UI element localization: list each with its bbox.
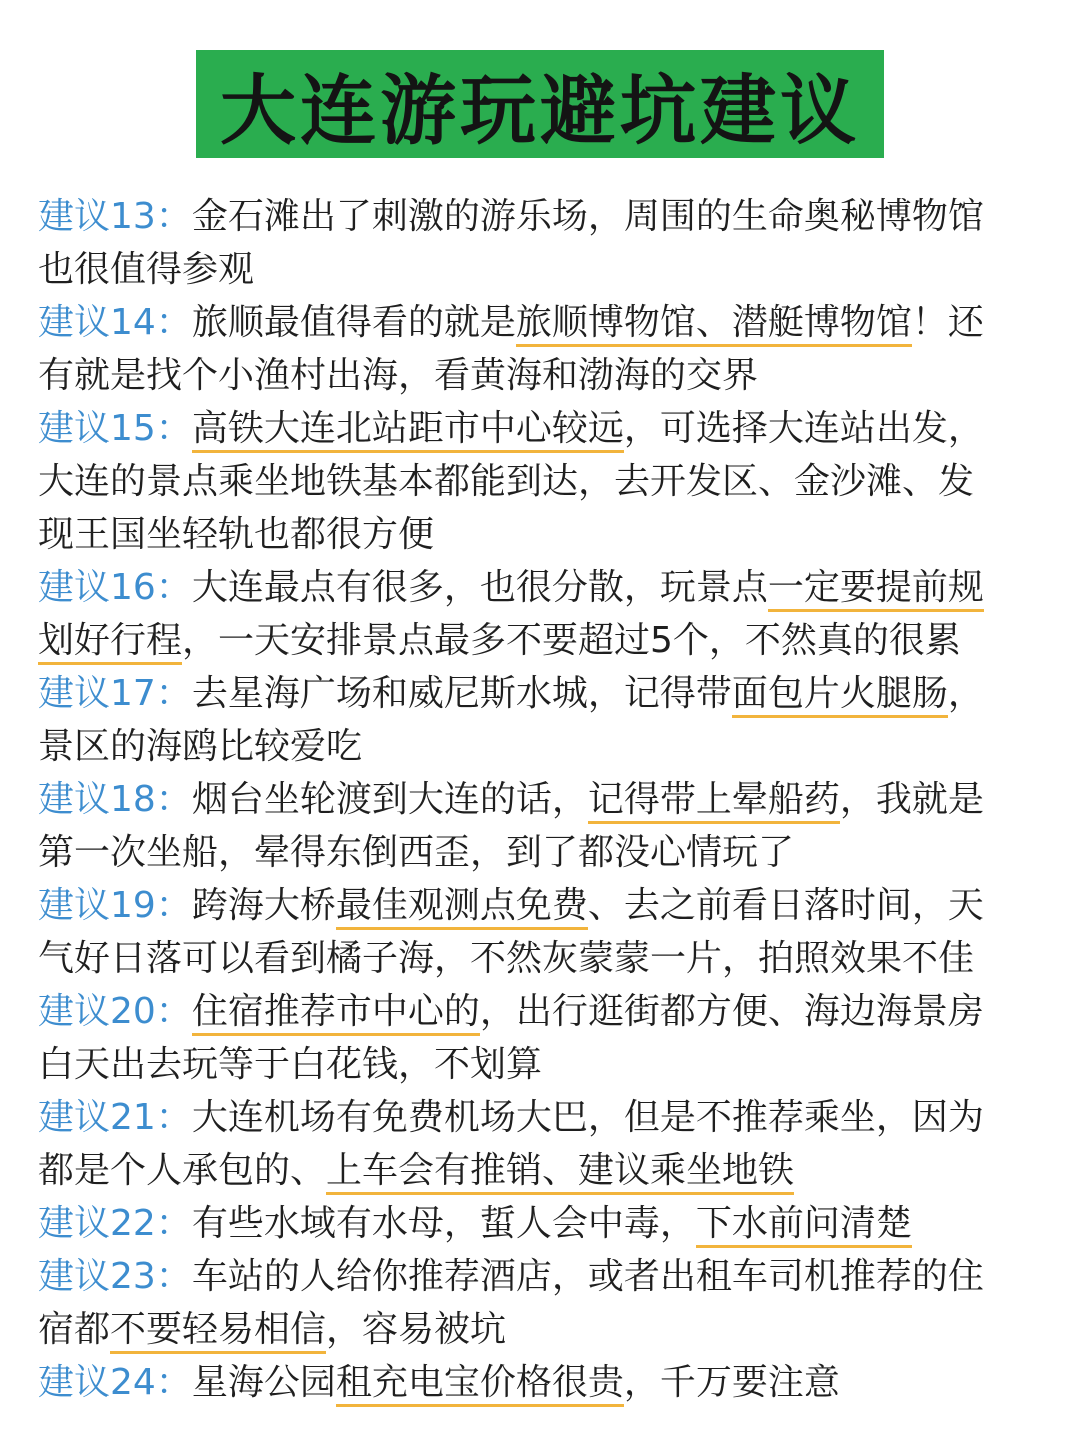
tip-line (38, 455, 1048, 508)
tip-text: 跨海大桥 (191, 885, 336, 926)
tip-item (38, 773, 1048, 879)
tip-text: ，容易被坑 (326, 1309, 507, 1350)
tip-label: 建议14： (38, 302, 192, 343)
tip-text: 烟台坐轮渡到大连的话， (191, 779, 588, 820)
tip-text: 大连的景点乘坐地铁基本都能到达，去开发区、金沙滩、发 (38, 461, 975, 502)
tip-label: 建议13： (38, 196, 192, 237)
tip-text: 第一次坐船，晕得东倒西歪，到了都没心情玩了 (38, 832, 795, 873)
highlighted-text: 划好行程 (38, 620, 182, 665)
highlighted-text: 租充电宝价格很贵 (336, 1362, 624, 1407)
tip-line (38, 1356, 1048, 1409)
tip-item (38, 667, 1048, 773)
tip-line (38, 402, 1048, 455)
tip-line (38, 243, 1048, 296)
tip-text: 大连最点有很多，也很分散，玩景点 (191, 567, 768, 608)
tip-text: 、去之前看日落时间，天 (587, 885, 984, 926)
highlighted-text: 下水前问清楚 (696, 1203, 912, 1248)
tip-label: 建议15： (38, 408, 192, 449)
tip-item (38, 561, 1048, 667)
tip-text: 也很值得参观 (38, 249, 255, 290)
tip-text: 宿都 (38, 1309, 111, 1350)
tip-line (38, 296, 1048, 349)
tip-line (38, 1250, 1048, 1303)
tip-line (38, 349, 1048, 402)
tip-item (38, 1197, 1048, 1250)
tip-line (38, 1303, 1048, 1356)
highlighted-text: 住宿推荐市中心的 (192, 991, 480, 1036)
tip-line (38, 667, 1048, 720)
tip-label: 建议21： (38, 1097, 192, 1138)
highlighted-text: 最佳观测点免费 (336, 885, 588, 930)
tip-line (38, 1144, 1048, 1197)
highlighted-text: 高铁大连北站距市中心较远 (192, 408, 624, 453)
tip-label: 建议16： (38, 567, 192, 608)
tip-text: 金石滩出了刺激的游乐场，周围的生命奥秘博物馆 (191, 196, 984, 237)
tip-line (38, 932, 1048, 985)
tip-line (38, 879, 1048, 932)
tip-item (38, 1356, 1048, 1409)
tip-text: ，可选择大连站出发， (623, 408, 984, 449)
tip-line (38, 190, 1048, 243)
tip-text: 现王国坐轻轨也都很方便 (38, 514, 435, 555)
tip-label: 建议23： (38, 1256, 192, 1297)
tip-line (38, 1038, 1048, 1091)
highlighted-text: 一定要提前规 (768, 567, 984, 612)
tip-text: 都是个人承包的、 (38, 1150, 327, 1191)
tip-text: 星海公园 (191, 1362, 336, 1403)
tip-text: 白天出去玩等于白花钱，不划算 (38, 1044, 543, 1085)
tips-list (38, 190, 1048, 1409)
tip-item (38, 190, 1048, 296)
highlighted-text: 记得带上晕船药 (588, 779, 840, 824)
highlighted-text: 旅顺博物馆、潜艇博物馆 (516, 302, 912, 347)
tip-text: ！还 (911, 302, 984, 343)
tip-item (38, 1091, 1048, 1197)
tip-line (38, 826, 1048, 879)
tip-line (38, 985, 1048, 1038)
tip-text: 有些水域有水母，蜇人会中毒， (191, 1203, 696, 1244)
tip-line (38, 614, 1048, 667)
tip-line (38, 720, 1048, 773)
tip-text: 气好日落可以看到橘子海，不然灰蒙蒙一片，拍照效果不佳 (38, 938, 975, 979)
page-title: 大连游玩避坑建议 (220, 65, 860, 155)
tip-label: 建议20： (38, 991, 192, 1032)
tip-line (38, 561, 1048, 614)
tip-text: 景区的海鸥比较爱吃 (38, 726, 363, 767)
tip-label: 建议18： (38, 779, 192, 820)
highlighted-text: 面包片火腿肠 (732, 673, 948, 718)
tip-text: ，千万要注意 (623, 1362, 840, 1403)
tip-text: 去星海广场和威尼斯水城，记得带 (191, 673, 732, 714)
tip-text: ，出行逛街都方便、海边海景房 (479, 991, 984, 1032)
tip-line (38, 508, 1048, 561)
tip-text: 大连机场有免费机场大巴，但是不推荐乘坐，因为 (191, 1097, 984, 1138)
highlighted-text: 上车会有推销、建议乘坐地铁 (326, 1150, 794, 1195)
tip-item (38, 879, 1048, 985)
tip-line (38, 773, 1048, 826)
tip-label: 建议19： (38, 885, 192, 926)
tip-label: 建议22： (38, 1203, 192, 1244)
tip-line (38, 1197, 1048, 1250)
tip-item (38, 985, 1048, 1091)
tip-text: 有就是找个小渔村出海，看黄海和渤海的交界 (38, 355, 759, 396)
tip-line (38, 1091, 1048, 1144)
tip-item (38, 1250, 1048, 1356)
tip-label: 建议17： (38, 673, 192, 714)
tip-text: ，我就是 (839, 779, 984, 820)
tip-text: 车站的人给你推荐酒店，或者出租车司机推荐的住 (191, 1256, 984, 1297)
tip-item (38, 402, 1048, 561)
tip-text: ，一天安排景点最多不要超过5个，不然真的很累 (182, 620, 961, 661)
tip-text: 旅顺最值得看的就是 (191, 302, 516, 343)
tip-label: 建议24： (38, 1362, 192, 1403)
highlighted-text: 不要轻易相信 (110, 1309, 326, 1354)
title-banner (196, 50, 884, 158)
tip-item (38, 296, 1048, 402)
tip-text: ， (947, 673, 984, 714)
